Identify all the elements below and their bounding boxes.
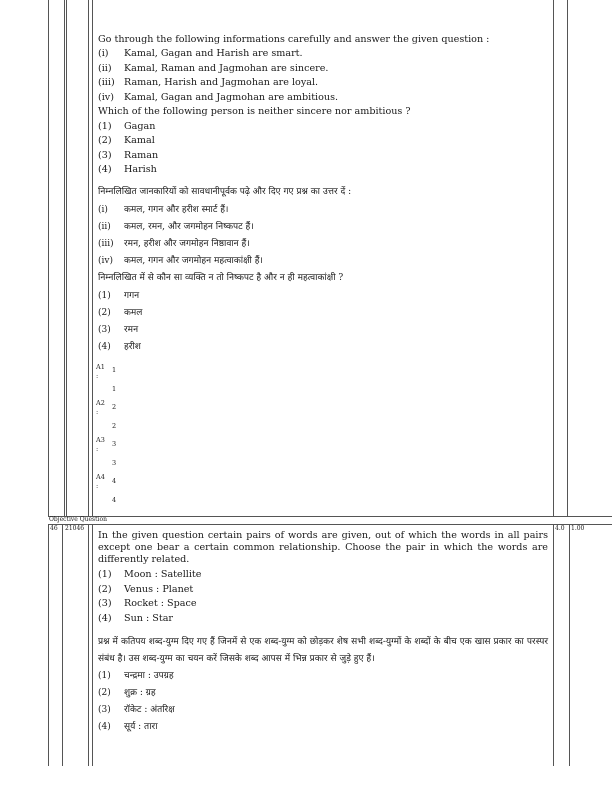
answer-label: A3 [96, 436, 105, 444]
answer-value: 3 [112, 440, 117, 448]
hindi-option: (2) कमल [98, 308, 143, 318]
option: (4) Sun : Star [98, 613, 173, 624]
option: (3) Raman [98, 150, 159, 161]
hindi-question: निम्नलिखित में से कौन सा व्यक्ति न तो निष्कपट है और न ही महत्वाकांक्षी ? [98, 273, 344, 283]
statement: (iii) Raman, Harish and Jagmohan are loyal. [98, 77, 319, 88]
question-intro: Go through the following informations carefully and answer the given question : [98, 34, 490, 45]
grid-line [553, 0, 554, 516]
question-text: In the given question certain pairs of words are given, out of which the words in all pairs except one bear a certain common relationship. Choose the pair in which the words are differently related. [98, 530, 548, 565]
answer-value: 2 [112, 403, 117, 411]
grid-line [48, 524, 49, 766]
question-id: 21046 [65, 525, 85, 532]
option: (1) Moon : Satellite [98, 569, 202, 580]
question-marks: 4.0 [555, 525, 565, 532]
statement: (iv) Kamal, Gagan and Jagmohan are ambitious. [98, 92, 339, 103]
answer-label: A1 [96, 363, 105, 371]
section-label: Objective Question [49, 516, 107, 523]
grid-line [64, 0, 65, 516]
question-serial: 46 [50, 525, 58, 532]
hindi-option: (2) शुक्र : ग्रह [98, 688, 156, 698]
answer-text: 2 [112, 422, 117, 430]
answer-label: A4 [96, 473, 105, 481]
answer-colon: : [96, 408, 99, 416]
option: (2) Venus : Planet [98, 584, 194, 595]
grid-line [62, 524, 63, 766]
answer-colon: : [96, 445, 99, 453]
hindi-option: (1) चन्द्रमा : उपग्रह [98, 671, 174, 681]
answer-label: A2 [96, 399, 105, 407]
grid-line [553, 524, 554, 766]
hindi-option: (1) गगन [98, 291, 140, 301]
hindi-statement: (iv) कमल, गगन और जगमोहन महत्वाकांक्षी हैं। [98, 256, 263, 266]
answer-text: 3 [112, 459, 117, 467]
grid-line [48, 0, 49, 516]
hindi-statement: (iii) रमन, हरीश और जगमोहन निष्ठावान हैं। [98, 239, 250, 249]
grid-line [48, 524, 612, 525]
answer-text: 1 [112, 385, 117, 393]
option: (2) Kamal [98, 135, 155, 146]
grid-line [88, 524, 89, 766]
grid-line [66, 0, 67, 516]
grid-line [48, 516, 612, 517]
question-text: Which of the following person is neither sincere nor ambitious ? [98, 106, 411, 117]
statement: (ii) Kamal, Raman and Jagmohan are sincere. [98, 63, 329, 74]
hindi-question-text: प्रश्न में कतिपय शब्द-युग्म दिए गए हैं जिनमें से एक शब्द-युग्म को छोड़कर शेष सभी शब्द-युग्मों के शब्दों के बीच एक खास प्रकार का परस्पर संबंध है। उस शब्द-युग्म का चयन करें जिसके शब्द आपस में भिन्न प्रकार से जुड़े हुए हैं। [98, 637, 548, 664]
grid-line [569, 524, 570, 766]
grid-line [92, 524, 93, 766]
hindi-statement: (ii) कमल, रमन, और जगमोहन निष्कपट हैं। [98, 222, 254, 232]
grid-line [92, 0, 93, 516]
answer-colon: : [96, 482, 99, 490]
hindi-option: (4) सूर्य : तारा [98, 722, 158, 732]
option: (4) Harish [98, 164, 157, 175]
answer-value: 4 [112, 477, 117, 485]
answer-text: 4 [112, 496, 117, 504]
hindi-statement: (i) कमल, गगन और हरीश स्मार्ट हैं। [98, 205, 229, 215]
hindi-option: (3) रॉकेट : अंतरिक्ष [98, 705, 175, 715]
hindi-option: (4) हरीश [98, 342, 141, 352]
option: (3) Rocket : Space [98, 598, 197, 609]
grid-line [567, 0, 568, 516]
statement: (i) Kamal, Gagan and Harish are smart. [98, 48, 303, 59]
hindi-intro: निम्नलिखित जानकारियों को सावधानीपूर्वक पढ़े और दिए गए प्रश्न का उत्तर दें : [98, 187, 352, 197]
answer-colon: : [96, 372, 99, 380]
hindi-option: (3) रमन [98, 325, 139, 335]
negative-marks: 1.00 [571, 525, 585, 532]
answer-value: 1 [112, 366, 117, 374]
option: (1) Gagan [98, 121, 156, 132]
grid-line [88, 0, 89, 516]
